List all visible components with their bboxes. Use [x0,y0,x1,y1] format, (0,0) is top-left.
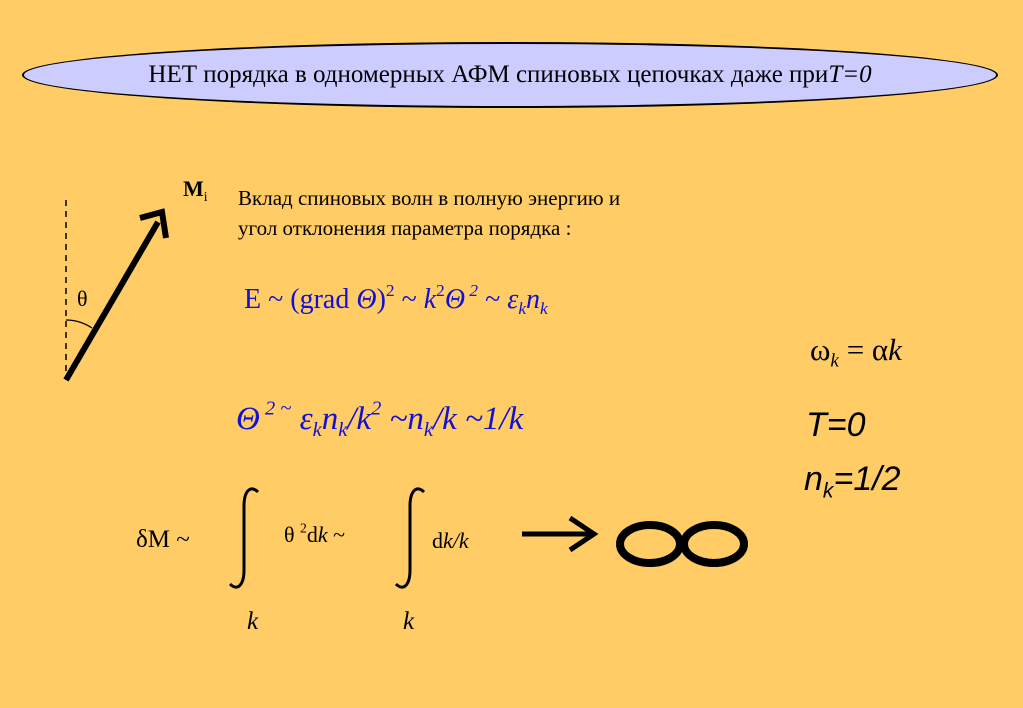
angle-label: θ [77,286,88,311]
vector-label: $M_i$ [183,176,208,204]
integral-sign-1 [228,484,268,594]
infinity-result-text: ∞ [612,514,613,515]
temperature-condition: T=0 [806,406,866,444]
integrand-1: θ $^2$dk ~ [284,520,346,547]
energy-formula: E ~ (grad Θ)$^2$ ~ $k^2\Theta$ $^2$ ~ $\varepsilon_kn_k$ [244,280,548,319]
title-condition: T=0 [828,61,872,88]
title-prefix: НЕТ порядка в одномерных АФМ спиновых цепочках даже при [148,61,829,88]
dispersion-relation: $\omega_k = \alpha k$ [810,332,902,372]
theta-formula: Θ $^{2 \sim}$ $\varepsilon_kn_k/k^2$ $\sim n_k/k$ ~1/k [236,397,524,442]
integral-lower-limit-1: k [247,608,259,635]
angle-arc [66,320,92,328]
integral-lhs: δM ~ [136,526,190,553]
description-line-2: угол отклонения параметра порядка : [238,216,572,240]
infinity-symbol [612,514,762,574]
occupation-number: $n_k=1/2$ [804,460,901,503]
integrand-2: dk/k [432,528,469,553]
integral-lower-limit-2: k [403,608,415,635]
integral-sign-2 [394,484,434,594]
description-line-1: Вклад спиновых волн в полную энергию и [238,186,621,210]
implies-arrow [520,516,600,556]
